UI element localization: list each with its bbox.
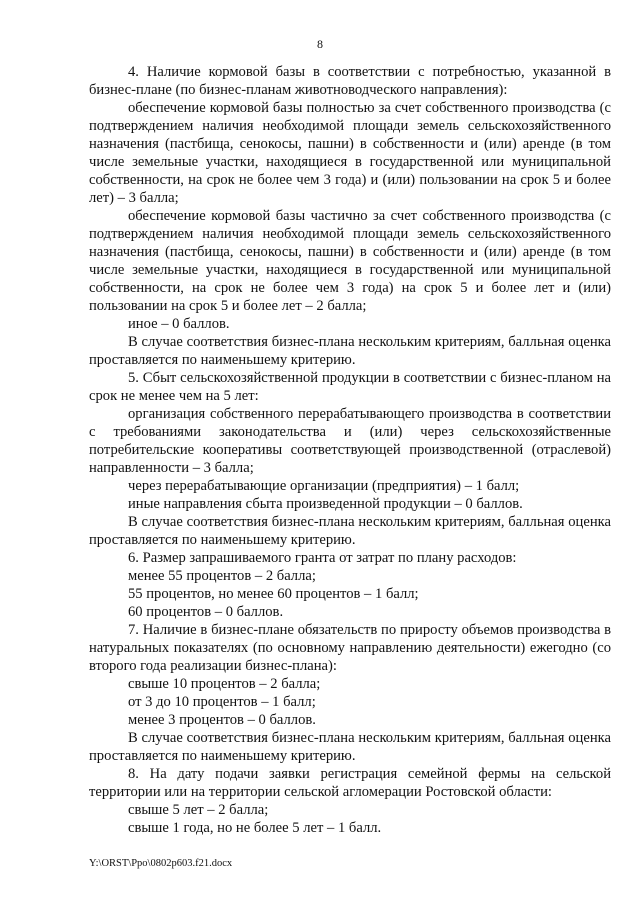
criterion-5-note: В случае соответствия бизнес-плана нескольким критериям, балльная оценка проставляется по наименьшему критерию. [89,514,611,548]
page-number: 8 [317,37,323,51]
criterion-6-option-under-55: менее 55 процентов – 2 балла; [128,568,316,584]
criterion-8-option-1-5: свыше 1 года, но не более 5 лет – 1 балл. [128,820,382,836]
criterion-5-option-own: организация собственного перерабатывающего производства в соответствии с требованиями законодательства и (или) через сельскохозяйственные потребительские кооперативы соответствующей производственной (отраслевой) направленности – 3 балла; [89,406,611,476]
criterion-5-option-other: иные направления сбыта произведенной продукции – 0 баллов. [128,496,523,512]
criterion-8-heading: 8. На дату подачи заявки регистрация семейной фермы на сельской территории или на территории сельской агломерации Ростовской области: [89,766,611,800]
criterion-4-heading: 4. Наличие кормовой базы в соответствии с потребностью, указанной в бизнес-плане (по бизнес-планам животноводческого направления): [89,64,611,98]
criterion-4-option-other: иное – 0 баллов. [128,316,230,332]
criterion-7-option-3-10: от 3 до 10 процентов – 1 балл; [128,694,316,710]
criterion-7-heading: 7. Наличие в бизнес-плане обязательств по приросту объемов производства в натуральных показателях (по основному направлению деятельности) ежегодно (со второго года реализации бизнес-плана): [89,622,611,674]
criterion-6-option-55-60: 55 процентов, но менее 60 процентов – 1 балл; [128,586,419,602]
criterion-8-option-over-5: свыше 5 лет – 2 балла; [128,802,269,818]
footer-file-path: Y:\ORST\Ppo\0802p603.f21.docx [89,858,233,869]
criterion-4-option-partial: обеспечение кормовой базы частично за счет собственного производства (с подтверждением наличия необходимой площади земель сельскохозяйственного назначения (пастбища, сенокосы, пашни) в собственности и (или) аренде (в том числе земельные участки, находящиеся в государственной или муниципальной собственности, на срок не более чем 3 года) на срок 5 и более лет и (или) пользовании на срок 5 и более лет – 2 балла; [89,208,611,314]
document-body [89,63,611,837]
criterion-7-option-over-10: свыше 10 процентов – 2 балла; [128,676,321,692]
criterion-7-option-under-3: менее 3 процентов – 0 баллов. [128,712,316,728]
criterion-4-note: В случае соответствия бизнес-плана нескольким критериям, балльная оценка проставляется по наименьшему критерию. [89,334,611,368]
criterion-4-option-full: обеспечение кормовой базы полностью за счет собственного производства (с подтверждением наличия необходимой площади земель сельскохозяйственного назначения (пастбища, сенокосы, пашни) в собственности и (или) аренде (в том числе земельные участки, находящиеся в государственной или муниципальной собственности, на срок не более чем 3 года) и (или) пользовании на срок 5 и более лет) – 3 балла; [89,100,611,206]
criterion-7-note: В случае соответствия бизнес-плана нескольким критериям, балльная оценка проставляется по наименьшему критерию. [89,730,611,764]
criterion-5-option-processors: через перерабатывающие организации (предприятия) – 1 балл; [128,478,520,494]
criterion-6-option-60: 60 процентов – 0 баллов. [128,604,284,620]
criterion-6-heading: 6. Размер запрашиваемого гранта от затрат по плану расходов: [128,550,517,566]
criterion-5-heading: 5. Сбыт сельскохозяйственной продукции в соответствии с бизнес-планом на срок не менее чем на 5 лет: [89,370,611,404]
